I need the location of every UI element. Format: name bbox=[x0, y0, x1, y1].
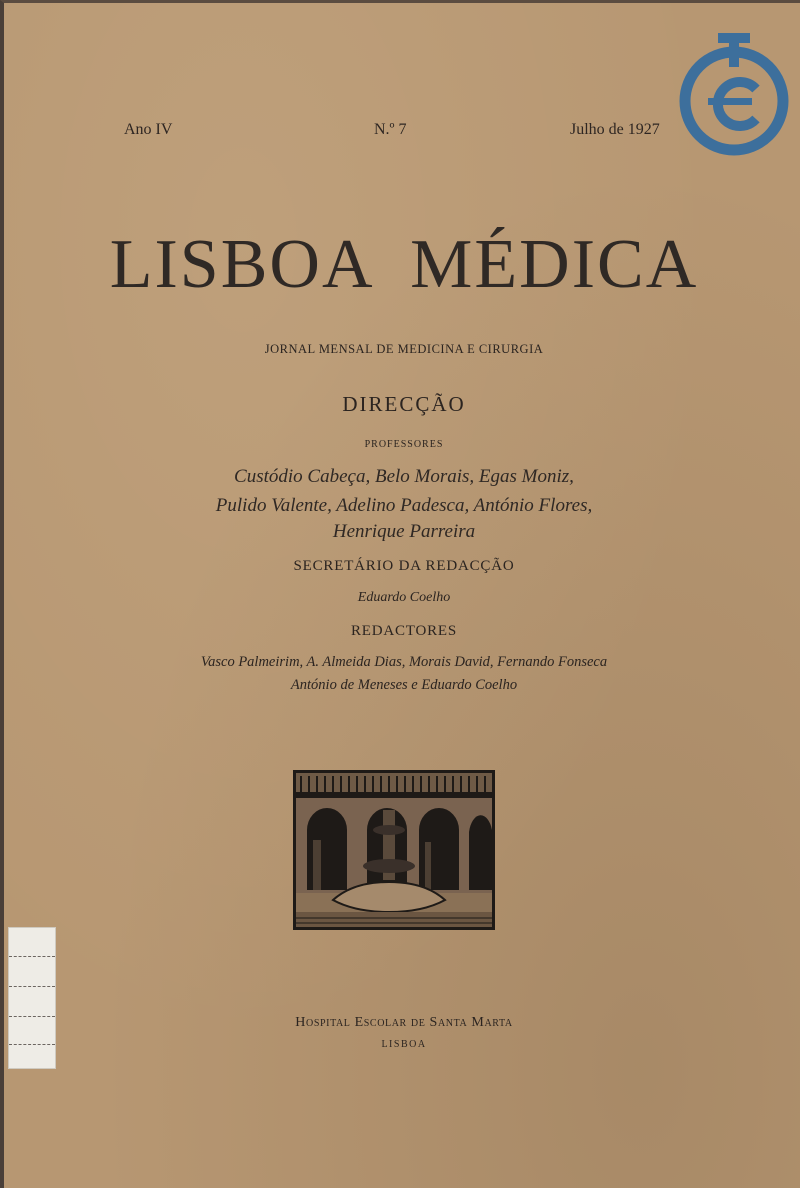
journal-subtitle: JORNAL MENSAL DE MEDICINA E CIRURGIA bbox=[264, 342, 544, 356]
issue-number: N.º 7 bbox=[374, 121, 407, 138]
label-line bbox=[9, 1044, 55, 1045]
professors-line: Custódio Cabeça, Belo Morais, Egas Moniz, bbox=[234, 466, 574, 487]
direction-heading: DIRECÇÃO bbox=[342, 392, 466, 416]
secretary-name: Eduardo Coelho bbox=[357, 590, 451, 605]
editors-heading: REDACTORES bbox=[350, 623, 458, 639]
label-line bbox=[9, 1016, 55, 1017]
issue-year: Ano IV bbox=[124, 121, 173, 138]
publisher-city: LISBOA bbox=[381, 1039, 427, 1050]
professors-line: Pulido Valente, Adelino Padesca, António Flores, bbox=[215, 495, 593, 516]
secretary-heading: SECRETÁRIO DA REDACÇÃO bbox=[293, 558, 515, 574]
journal-title: LISBOA MÉDICA bbox=[109, 226, 699, 303]
professors-line: Henrique Parreira bbox=[332, 521, 476, 542]
label-line bbox=[9, 986, 55, 987]
issue-date: Julho de 1927 bbox=[570, 121, 660, 138]
courtyard-fountain-engraving bbox=[293, 770, 495, 930]
professors-heading: PROFESSORES bbox=[364, 439, 444, 450]
editors-line: António de Meneses e Eduardo Coelho bbox=[290, 677, 518, 693]
library-stamp-icon bbox=[678, 31, 790, 159]
label-line bbox=[9, 956, 55, 957]
editors-line: Vasco Palmeirim, A. Almeida Dias, Morais David, Fernando Fonseca bbox=[200, 654, 608, 670]
library-spine-label bbox=[8, 927, 56, 1069]
publisher-name: Hospital Escolar de Santa Marta bbox=[295, 1015, 513, 1030]
